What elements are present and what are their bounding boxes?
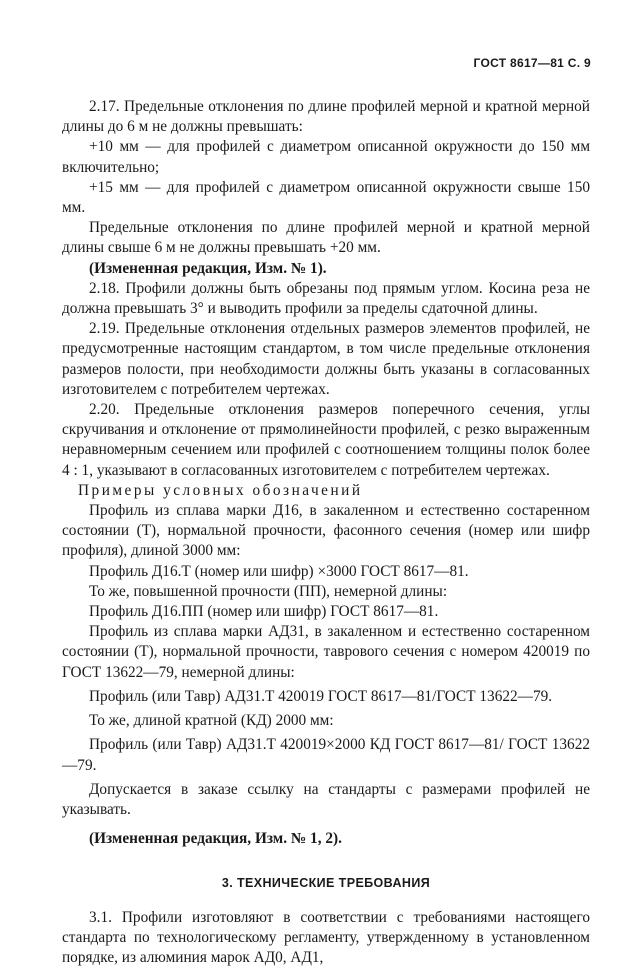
examples-heading: Примеры условных обозначений	[78, 481, 363, 499]
example-3-designation: Профиль (или Тавр) АД31.Т 420019 ГОСТ 8617—81/ГОСТ 13622—79.	[89, 687, 553, 705]
example-4-description: То же, длиной кратной (КД) 2000 мм:	[89, 712, 334, 730]
example-4-designation: Профиль (или Тавр) АД31.Т 420019×2000 КД ГОСТ 8617—81/ ГОСТ 13622—79.	[62, 736, 590, 774]
clause-3-1: 3.1. Профили изготовляют в соответствии с требованиями настоящего стандарта по технологическому регламенту, утвержденному в установленном порядке, из алюминия марок АД0, АД1,	[62, 908, 590, 966]
example-1-designation: Профиль Д16.Т (номер или шифр) ×3000 ГОСТ 8617—81.	[89, 562, 469, 580]
example-3-description: Профиль из сплава марки АД31, в закаленном и естественно состаренном состоянии (Т), нормальной прочности, таврового сечения с номером 420019 по ГОСТ 13622—79, немерной длины:	[62, 623, 590, 681]
clause-2-18: 2.18. Профили должны быть обрезаны под прямым углом. Косина реза не должна превышать 3° и выводить профили за пределы сдаточной длины.	[62, 279, 590, 318]
clause-2-20: 2.20. Предельные отклонения размеров поперечного сечения, углы скручивания и отклонение от прямолинейности профилей, с резко выраженным неравномерным сечением или профилей с соотношением толщины полок более 4 : 1, указывают в согласованных изготовителем с потребителем чертежах.	[62, 401, 590, 479]
example-2-description: То же, повышенной прочности (ПП), немерной длины:	[89, 582, 448, 600]
example-1-description: Профиль из сплава марки Д16, в закаленном и естественно состаренном состоянии (Т), нормальной прочности, фасонного сечения (номер или шифр профиля), длиной 3000 мм:	[62, 502, 590, 560]
amendment-note-2: (Измененная редакция, Изм. № 1, 2).	[89, 830, 342, 848]
reference-note: Допускается в заказе ссылку на стандарты с размерами профилей не указывать.	[62, 780, 590, 818]
amendment-note-1: (Измененная редакция, Изм. № 1).	[89, 259, 327, 277]
tolerance-long-profiles: Предельные отклонения по длине профилей мерной и кратной мерной длины свыше 6 м не должны превышать +20 мм.	[62, 219, 590, 257]
example-2-designation: Профиль Д16.ПП (номер или шифр) ГОСТ 8617—81.	[89, 603, 439, 621]
page-header: ГОСТ 8617—81 С. 9	[473, 56, 591, 70]
clause-2-17: 2.17. Предельные отклонения по длине профилей мерной и кратной мерной длины до 6 м не должны превышать:	[62, 98, 590, 136]
tolerance-line-1: +10 мм — для профилей с диаметром описанной окружности до 150 мм включительно;	[62, 138, 590, 176]
document-body	[62, 97, 590, 968]
tolerance-line-2: +15 мм — для профилей с диаметром описанной окружности свыше 150 мм.	[62, 178, 590, 217]
clause-2-19: 2.19. Предельные отклонения отдельных размеров элементов профилей, не предусмотренные настоящим стандартом, в том числе предельные отклонения размеров полости, при необходимости должны быть указаны в согласованных изготовителем с потребителем чертежах.	[62, 320, 590, 398]
section-heading: 3. ТЕХНИЧЕСКИЕ ТРЕБОВАНИЯ	[221, 876, 431, 891]
